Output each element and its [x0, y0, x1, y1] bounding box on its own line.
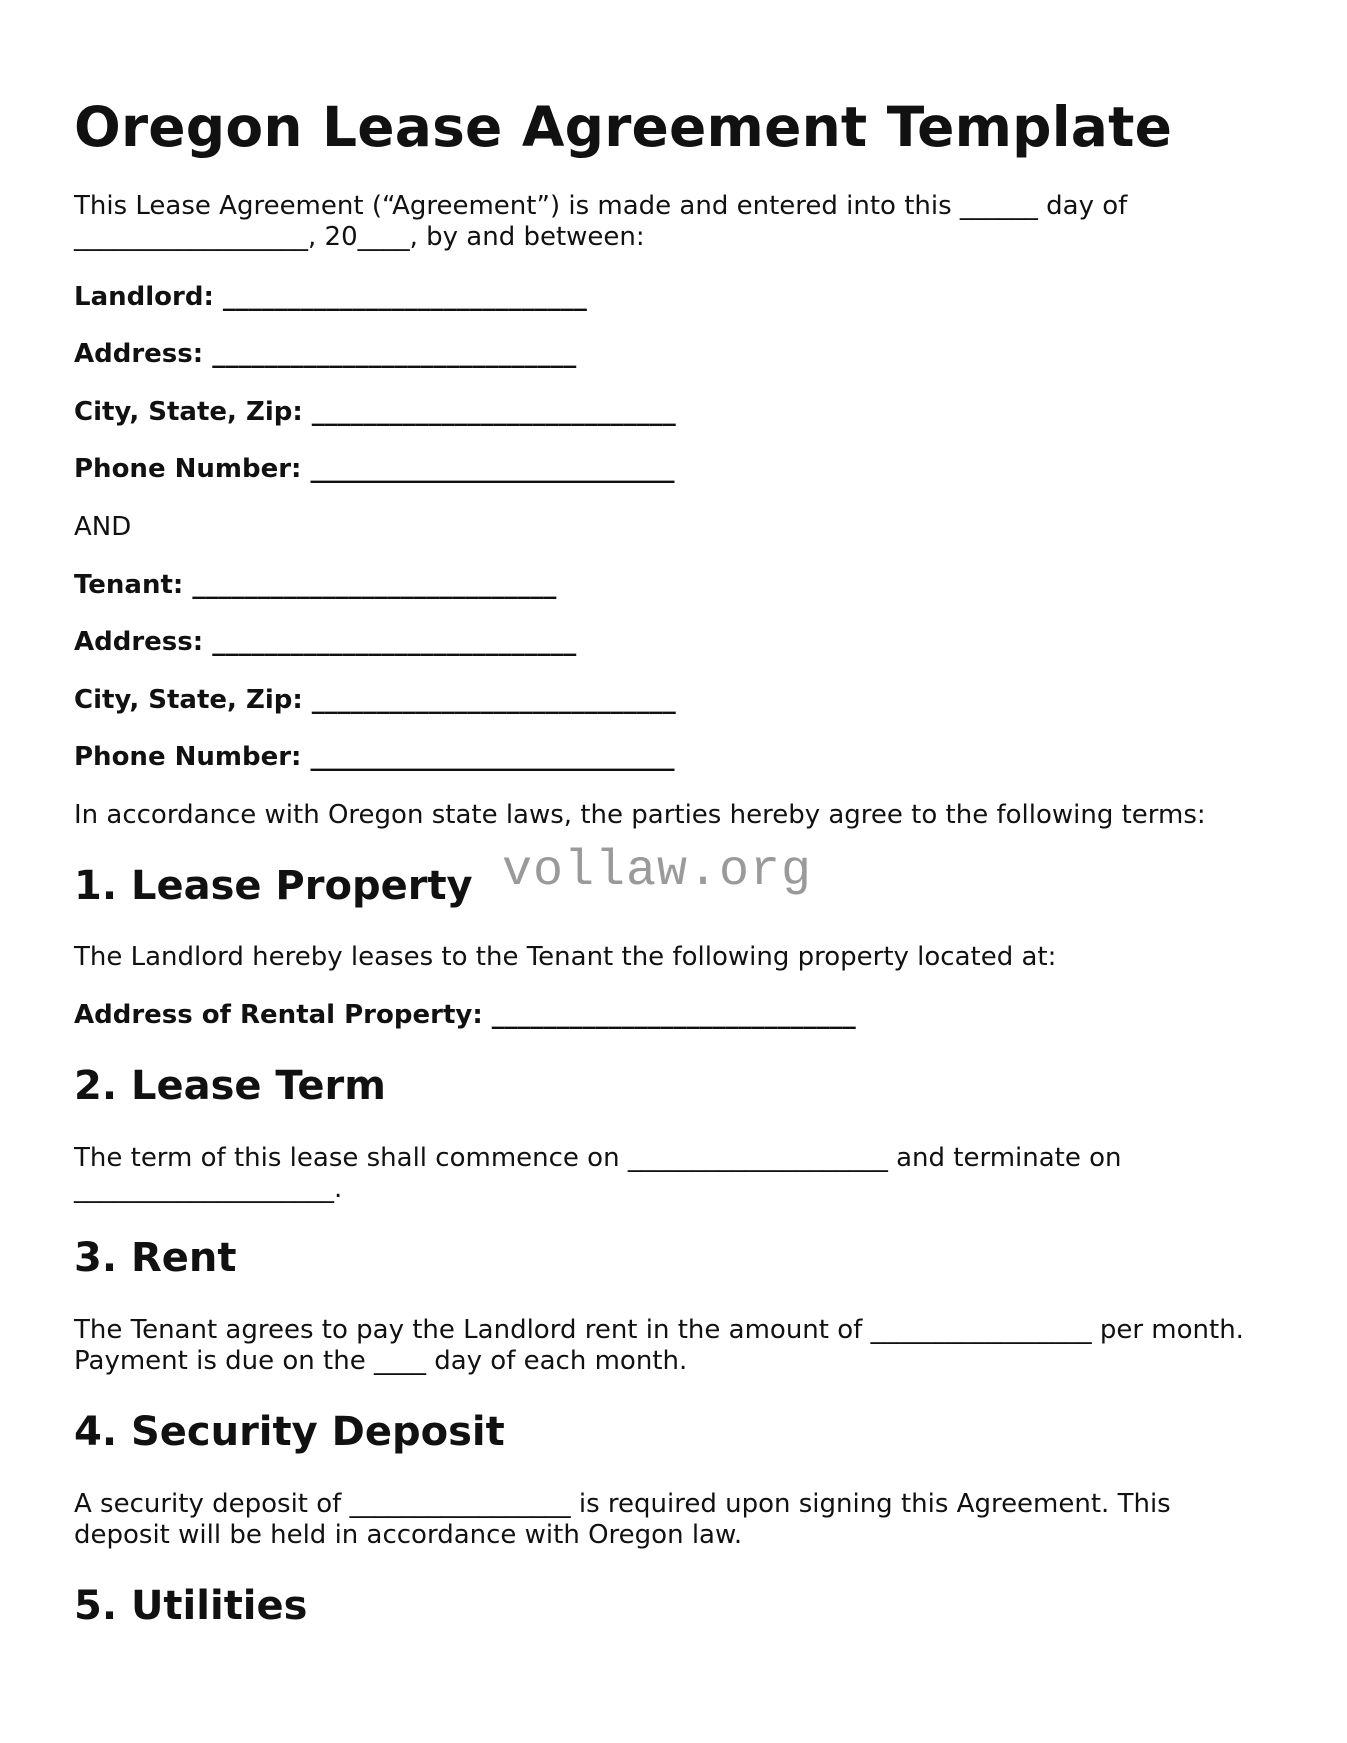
and-separator: AND [74, 512, 132, 542]
watermark: vollaw.org [502, 843, 813, 900]
section-lease-term-line-1: The term of this lease shall commence on ____________________ and terminate on [74, 1143, 1122, 1173]
landlord-address-field: Address: ____________________________ [74, 339, 577, 369]
intro-line-2: __________________, 20____, by and between: [74, 222, 645, 252]
intro-line-1: This Lease Agreement (“Agreement”) is made and entered into this ______ day of [74, 191, 1128, 221]
landlord-city-field: City, State, Zip: ____________________________ [74, 397, 676, 427]
section-heading-utilities: 5. Utilities [74, 1583, 308, 1629]
tenant-name-field: Tenant: ____________________________ [74, 570, 557, 600]
landlord-name-field: Landlord: ____________________________ [74, 282, 587, 312]
landlord-phone-field: Phone Number: ____________________________ [74, 454, 675, 484]
tenant-address-field: Address: ____________________________ [74, 627, 577, 657]
section-heading-security-deposit: 4. Security Deposit [74, 1409, 505, 1455]
tenant-phone-field: Phone Number: ____________________________ [74, 742, 675, 772]
section-security-deposit-line-1: A security deposit of _________________ is required upon signing this Agreement. This [74, 1489, 1171, 1519]
page-title: Oregon Lease Agreement Template [74, 95, 1173, 159]
section-lease-property-text: The Landlord hereby leases to the Tenant the following property located at: [74, 942, 1057, 972]
section-rent-line-1: The Tenant agrees to pay the Landlord rent in the amount of _________________ per month. [74, 1315, 1244, 1345]
accordance-text: In accordance with Oregon state laws, the parties hereby agree to the following terms: [74, 800, 1206, 830]
rental-property-address-field: Address of Rental Property: ____________________________ [74, 1000, 856, 1030]
section-heading-lease-term: 2. Lease Term [74, 1063, 386, 1109]
section-heading-lease-property: 1. Lease Property [74, 863, 473, 909]
section-lease-term-line-2: ____________________. [74, 1174, 343, 1204]
tenant-city-field: City, State, Zip: ____________________________ [74, 685, 676, 715]
section-heading-rent: 3. Rent [74, 1235, 237, 1281]
section-rent-line-2: Payment is due on the ____ day of each month. [74, 1346, 688, 1376]
section-security-deposit-line-2: deposit will be held in accordance with Oregon law. [74, 1520, 743, 1550]
